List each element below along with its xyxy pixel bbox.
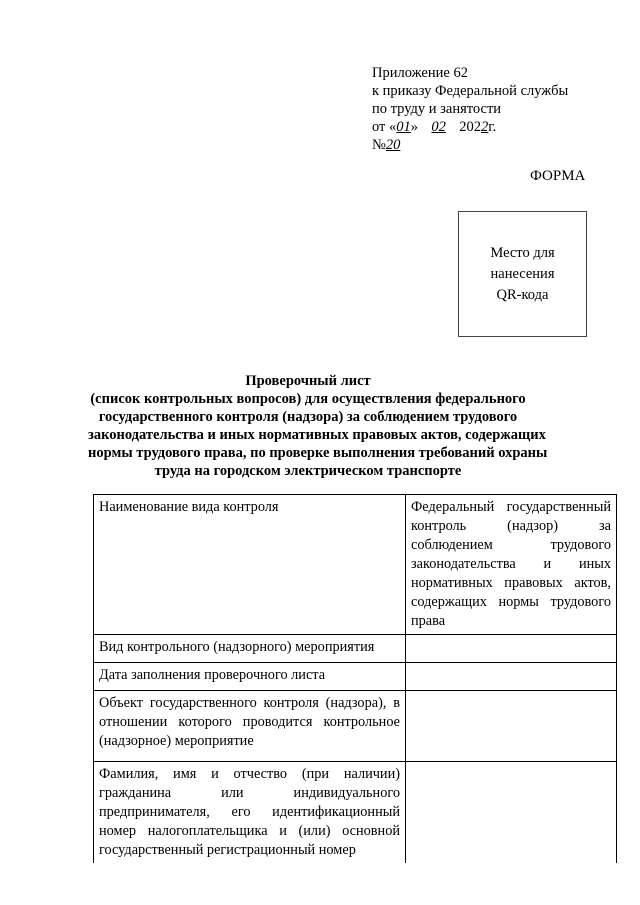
table-row (94, 495, 617, 635)
date-day: 01 (396, 119, 411, 135)
appendix-line-1: Приложение 62 (372, 65, 468, 81)
row-label: Дата заполнения проверочного листа (94, 663, 406, 691)
appendix-date-line (372, 118, 612, 136)
date-mid: » (410, 119, 419, 135)
table-row (94, 663, 617, 691)
qr-line-3: QR-кода (496, 286, 549, 303)
table-row (94, 635, 617, 663)
row-value: Федеральный государственный контроль (надзор) за соблюдением трудового законодательства и иных нормативных правовых актов, содержащих нормы трудового права (406, 495, 617, 635)
row-value-field[interactable] (406, 691, 617, 762)
forma-label: ФОРМА (530, 168, 586, 184)
table-row (94, 762, 617, 864)
number-prefix: № (372, 137, 386, 153)
date-prefix: от « (372, 119, 397, 135)
row-label: Объект государственного контроля (надзора), в отношении которого проводится контрольное (надзорное) мероприятие (94, 691, 406, 762)
appendix-line-3: по труду и занятости (372, 101, 502, 117)
qr-code-placeholder (458, 211, 587, 337)
date-suffix: г. (488, 119, 497, 135)
title-line-2: (список контрольных вопросов) для осуществления федерального (90, 391, 526, 407)
row-value-field[interactable] (406, 635, 617, 663)
document-title (88, 372, 548, 480)
qr-line-1: Место для (490, 244, 555, 261)
appendix-line-2: к приказу Федеральной службы (372, 83, 569, 99)
row-value-field[interactable] (406, 663, 617, 691)
qr-line-2: нанесения (490, 265, 555, 282)
date-month: 02 (431, 119, 446, 135)
date-year-prefix: 202 (459, 119, 482, 135)
title-line-4: законодательства и иных нормативных правовых актов, содержащих (88, 427, 546, 443)
checklist-info-table (93, 494, 617, 863)
table-row (94, 691, 617, 762)
title-line-3: государственного контроля (надзора) за соблюдением трудового (98, 409, 518, 425)
appendix-header (372, 64, 612, 154)
row-label: Вид контрольного (надзорного) мероприятия (94, 635, 406, 663)
title-line-6: труда на городском электрическом транспорте (154, 463, 462, 479)
row-label: Фамилия, имя и отчество (при наличии) гражданина или индивидуального предпринимателя, его идентификационный номер налогоплательщика и (или) основной государственный регистрационный номер (94, 762, 406, 864)
row-value-field[interactable] (406, 762, 617, 864)
date-year-suffix: 2 (481, 119, 489, 135)
title-line-1: Проверочный лист (245, 373, 371, 389)
row-label: Наименование вида контроля (94, 495, 406, 635)
title-line-5: нормы трудового права, по проверке выполнения требований охраны (88, 445, 548, 461)
order-number: 20 (385, 137, 401, 153)
appendix-number-line (372, 136, 612, 154)
